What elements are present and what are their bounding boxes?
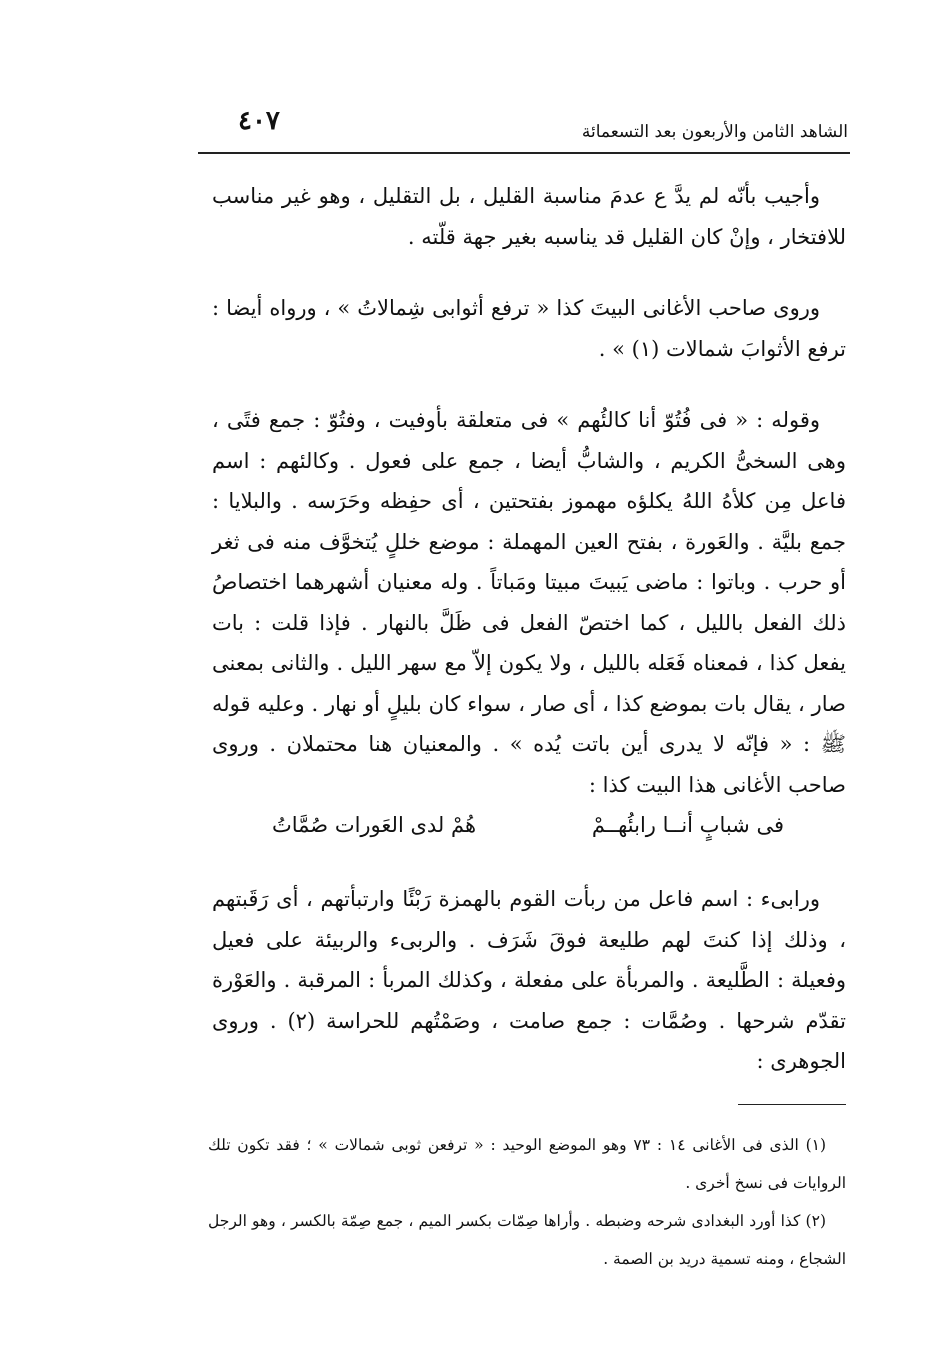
poetry-verse (212, 805, 846, 845)
footnote-separator (738, 1104, 846, 1105)
footnote-1: (١) الذى فى الأغانى ١٤ : ٧٣ وهو الموضع الوحيد : « ترفعن ثوبى شمالات » ؛ فقد تكون تلك الروايات فى نسخ أخرى . (208, 1136, 846, 1192)
paragraph-3: وقوله : « فى فُتُوّ أنا كالئُهم » فى متعلقة بأوفيت ، وفتُوّ : جمع فتًى ، وهى السخىُّ الكريم ، والشابُّ أيضا ، جمع على فعول . وكالئهم : اسم فاعل مِن كلأهُ اللهُ يكلؤه مهموز بفتحتين ، أى حفِظه وحَرَسه . والبلايا : جمع بليَّة . والعَورة ، بفتح العين المهملة : موضع خللٍ يُتخوَّف منه فى ثغر أو حرب . وباتوا : ماضى يَبيتَ مبيتا ومَباتاً . وله معنيان أشهرهما اختصاصُ ذلك الفعل بالليل ، كما اختصّ الفعل فى ظَلَّ بالنهار . فإذا قلت : بات يفعل كذا ، فمعناه فَعَله بالليل ، ولا يكون إلاّ مع سهر الليل . والثانى بمعنى صار ، يقال بات بموضع كذا ، أى صار ، سواء كان بليلٍ أو نهار . وعليه قوله ﷺ : « فإنّه لا يدرى أين باتت يُده » . والمعنيان هنا محتملان . وروى صاحب الأغانى هذا البيت كذا : (212, 408, 846, 797)
main-text (212, 176, 846, 1082)
footnote-2: (٢) كذا أورد البغدادى شرحه وضبطه . وأراها صِمّات بكسر الميم ، جمع صِمّة بالكسر ، وهو الرجل الشجاع ، ومنه تسمية دريد بن الصمة . (208, 1212, 846, 1268)
running-head: الشاهد الثامن والأربعون بعد التسعمائة (581, 122, 848, 142)
verse-right-hemistich: فى شبابٍ أنــا رابئُهــمْ (591, 813, 784, 837)
page-number: ٤٠٧ (238, 106, 280, 136)
verse-left-hemistich: هُمْ لدى العَورات صُمَّاتُ (272, 813, 477, 837)
paragraph-1: وأجيب بأنّه لم يدَّ ع عدمَ مناسبة القليل ، بل التقليل ، وهو غير مناسب للافتخار ، وإنْ كان القليل قد يناسبه بغير جهة قلّته . (212, 184, 846, 249)
footnotes (208, 1126, 846, 1278)
page-header (200, 100, 848, 150)
paragraph-4: ورابىء : اسم فاعل من ربأت القوم بالهمزة رَبْئًا وارتبأتهم ، أى رَقَبتهم ، وذلك إذا كنتَ لهم طليعة فوقَ شَرَف . والربىء والربيئة على فعيل وفعيلة : الطَّليعة . والمربأة على مفعلة ، وكذلك المربأ : المرقبة . والعَوْرة تقدّم شرحها . وصُمَّات : جمع صامت ، وصَمْتُهم للحراسة (٢) . وروى الجوهرى : (212, 887, 846, 1073)
paragraph-2: وروى صاحب الأغانى البيتَ كذا « ترفع أثوابى شِمالاتُ » ، ورواه أيضا : ترفع الأثوابَ شمالات (١) » . (212, 296, 846, 361)
header-rule (198, 152, 850, 154)
